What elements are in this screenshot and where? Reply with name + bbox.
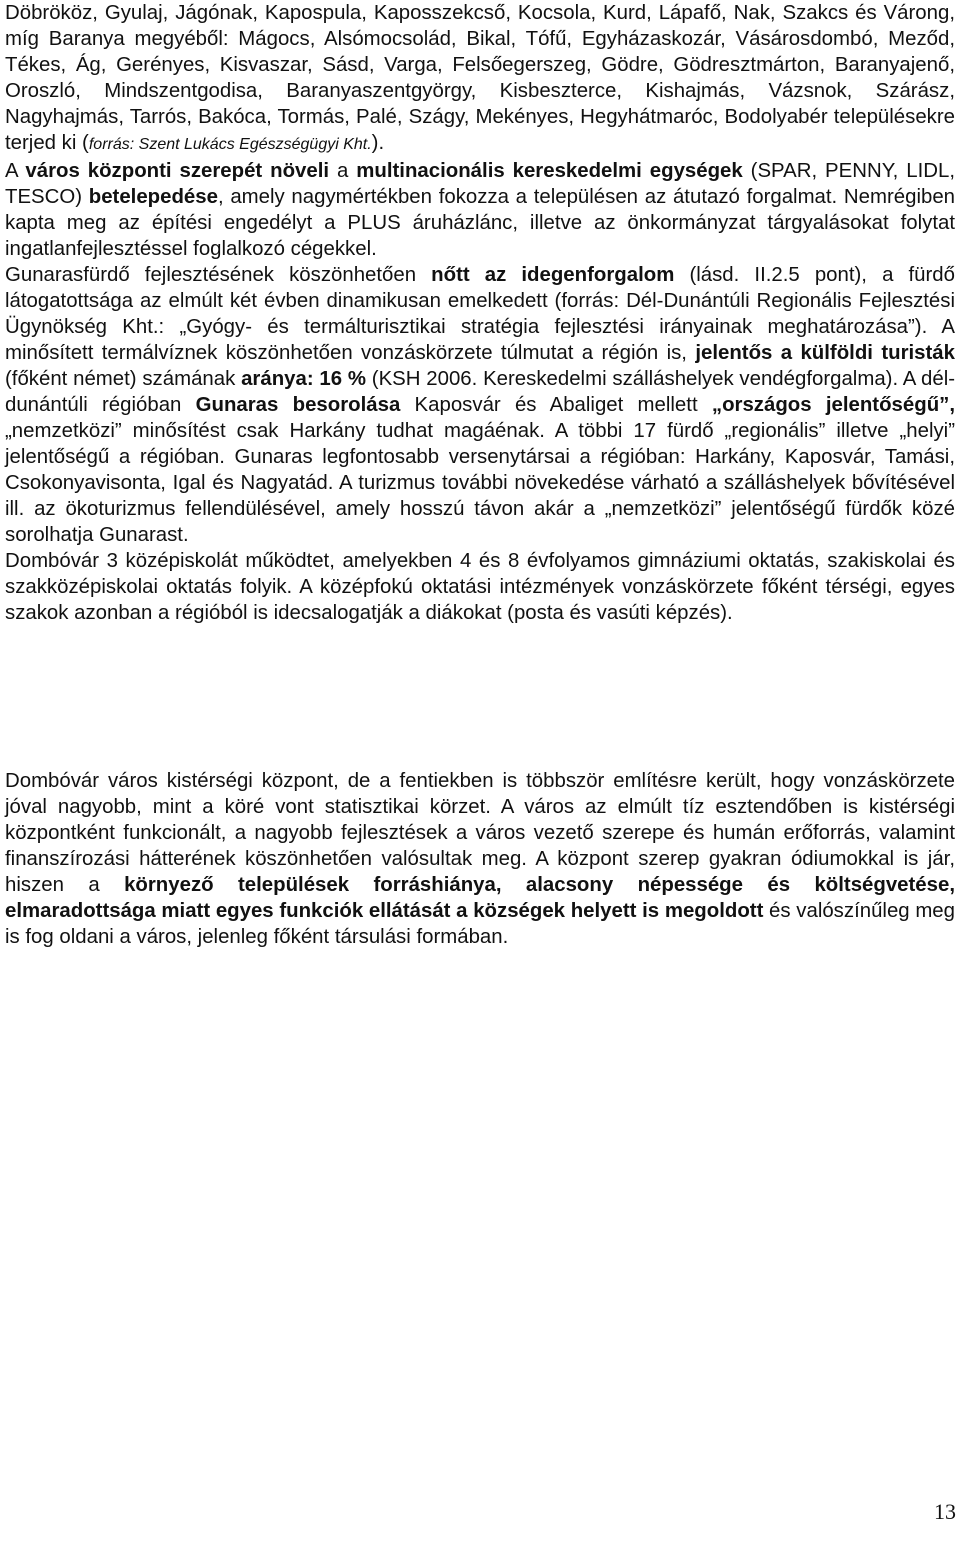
source-citation: forrás: Szent Lukács Egészségügyi Kht. <box>88 136 372 153</box>
text-fragment: (főként német) számának <box>5 368 242 390</box>
bold-phrase: aránya: 16 % <box>241 368 366 390</box>
page-number: 13 <box>934 1499 956 1524</box>
text-fragment: , amely nagymértékben fokozza a településen az átutazó forgalmat. Nemrégiben kapta meg az építési engedélyt a PLUS áruházlánc, illetve az önkormányzat tárgyalásokat folytat ingatlanfejlesztéssel foglalkozó cégekkel. <box>5 186 956 260</box>
bold-phrase: „országos jelentőségű”, <box>711 394 956 416</box>
bold-phrase: város központi szerepét növeli <box>25 160 330 182</box>
settlements-text: Döbrököz, Gyulaj, Jágónak, Kapospula, Kaposszekcső, Kocsola, Kurd, Lápafő, Nak, Szakcs és Várong, míg Baranya megyéből: Mágocs, Alsómocsolád, Bikal, Tófű, Egyházaskozár, Vásárosdombó, Meződ, Tékes, Ág, Gerényes, Kisvaszar, Sásd, Varga, Felsőegerszeg, Gödre, Gödresztmárton, Baranyajenő, Oroszló, Mindszentgodisa, Baranyaszentgyörgy, Kisbeszterce, Kishajmás, Vázsnok, Szárász, Nagyhajmás, Tarrós, Bakóca, Tormás, Palé, Szágy, Mekényes, Hegyhátmaróc, Bodolyabér településekre terjed ki ( <box>5 2 955 154</box>
text-fragment: a <box>329 160 357 182</box>
text-fragment: ). <box>371 132 385 154</box>
bold-phrase: multinacionális kereskedelmi egységek <box>356 160 743 182</box>
bold-phrase: jelentős a külföldi turisták <box>695 342 955 364</box>
bold-phrase: Gunaras besorolása <box>195 394 401 416</box>
text-fragment: (KSH 2006. Kereskedelmi szálláshelyek vendégforgalma). A dél-dunántúli régióban <box>5 368 956 416</box>
text-fragment: Gunarasfürdő fejlesztésének köszönhetően <box>5 264 432 286</box>
text-fragment: A <box>5 160 26 182</box>
bold-phrase: környező települések forráshiánya, alacsony népessége és költségvetése, elmaradottsága miatt egyes funkciók ellátását a községek helyett is megoldott <box>5 874 955 922</box>
text-fragment: (lásd. II.2.5 pont), a fürdő látogatottsága az elmúlt két évben dinamikusan emelkedett (forrás: Dél-Dunántúli Regionális Fejlesztési Ügynökség Kht.: „Gyógy- és termálturisztikai stratégia fejlesztési irányainak meghatározása”). A minősített termálvíznek köszönhetően vonzáskörzete túlmutat a régión is, <box>5 264 955 364</box>
paragraph-block-1 <box>5 0 955 626</box>
text-fragment: „nemzetközi” minősítést csak Harkány tudhat magáénak. A többi 17 fürdő „regionális” illetve „helyi” jelentőségű a régióban. Gunaras legfontosabb versenytársai a régióban: Harkány, Kaposvár, Tamási, Csokonyavisonta, Igal és Nagyatád. A turizmus további növekedése várható a szálláshelyek bővítésével ill. az ökoturizmus fellendülésével, amely hosszú távon akár a „nemzetközi” jelentőségű fürdők közé sorolhatja Gunarast. <box>5 420 955 546</box>
text-fragment: és valószínűleg meg is fog oldani a város, jelenleg főként társulási formában. <box>5 900 955 948</box>
text-fragment: Kaposvár és Abaliget mellett <box>400 394 712 416</box>
bold-phrase: nőtt az idegenforgalom <box>431 264 675 286</box>
bold-phrase: betelepedése <box>88 186 218 208</box>
schools-paragraph: Dombóvár 3 középiskolát működtet, amelyekben 4 és 8 évfolyamos gimnáziumi oktatás, szakiskolai és szakközépiskolai oktatás folyik. A középfokú oktatási intézmények vonzáskörzete főként térségi, egyes szakok azonban a régióból is idecsalogatják a diákokat (posta és vasúti képzés). <box>5 550 955 624</box>
paragraph-block-2 <box>5 768 955 950</box>
text-fragment: Dombóvár város kistérségi központ, de a fentiekben is többször említésre került, hogy vonzáskörzete jóval nagyobb, mint a köré vont statisztikai körzet. A város az elmúlt tíz esztendőben is kistérségi központként funkcionált, a nagyobb fejlesztések a város vezető szerepe és humán erőforrás, valamint finanszírozási hátterének köszönhetően valósultak meg. A központ szerep gyakran ódiumokkal is jár, hiszen a <box>5 770 955 896</box>
text-fragment: (SPAR, PENNY, LIDL, TESCO) <box>5 160 955 208</box>
